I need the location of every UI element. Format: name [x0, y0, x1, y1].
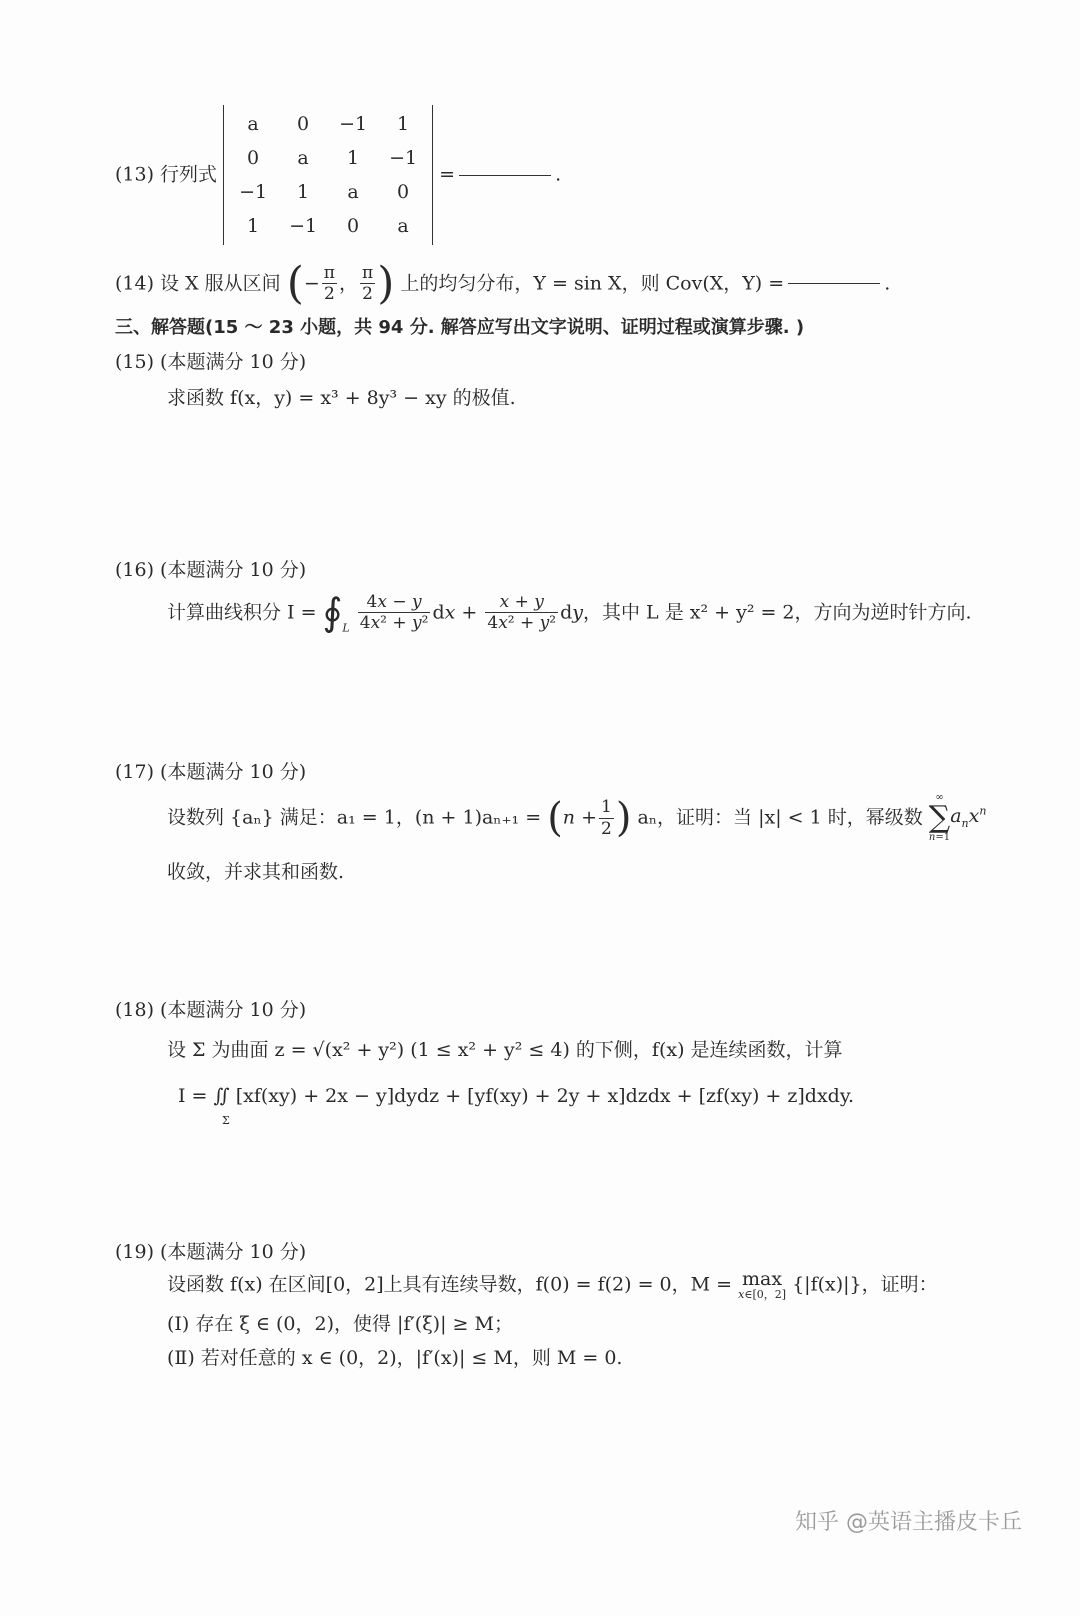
det-cell: −1	[389, 147, 418, 169]
det-cell: a	[247, 113, 259, 135]
det-cell: 1	[347, 147, 360, 169]
max-operator: max x∈[0，2]	[738, 1268, 787, 1301]
q16-header: (16) (本题满分 10 分)	[115, 559, 307, 581]
question-13: (13) 行列式 a 0 −1 1 0 a 1 −1 −1 1 a 0 1 −1 0 a = .	[115, 105, 561, 245]
q19-header: (19) (本题满分 10 分)	[115, 1241, 307, 1263]
fraction: $\frac{\pi}{2}$	[323, 262, 335, 305]
q18-header: (18) (本题满分 10 分)	[115, 999, 307, 1021]
q16-tail: ，其中 L 是 x² + y² = 2，方向为逆时针方向.	[583, 601, 972, 624]
answer-blank	[459, 175, 551, 176]
q15-header: (15) (本题满分 10 分)	[115, 351, 307, 373]
watermark-text: 知乎 @英语主播皮卡丘	[795, 1510, 1022, 1535]
q17-mid: aₙ，证明：当 |x| < 1 时，幂级数	[637, 806, 923, 829]
q19-part2: (Ⅱ) 若对任意的 x ∈ (0，2)，|f′(x)| ≤ M，则 M = 0.	[167, 1347, 623, 1369]
q19-part1: (Ⅰ) 存在 ξ ∈ (0，2)，使得 |f′(ξ)| ≥ M；	[167, 1313, 513, 1335]
answer-blank	[788, 283, 880, 284]
det-cell: −1	[339, 113, 368, 135]
q19-line1b: {|f(x)|}，证明：	[792, 1273, 938, 1296]
fraction: $\frac{4x - y}{\text{4x² + y²}}$	[359, 591, 429, 634]
q13-tail: .	[555, 163, 562, 186]
det-cell: 1	[297, 181, 310, 203]
det-cell: 0	[347, 215, 360, 237]
q15-body: 求函数 f(x，y) = x³ + 8y³ − xy 的极值.	[167, 387, 516, 409]
fraction: $\frac{\pi}{2}$	[362, 262, 374, 305]
q13-label: (13) 行列式	[115, 163, 218, 186]
determinant-matrix	[223, 105, 433, 245]
det-cell: a	[347, 181, 359, 203]
q18-line1: 设 Σ 为曲面 z = √(x² + y²) (1 ≤ x² + y² ≤ 4) 的下侧，f(x) 是连续函数，计算	[167, 1039, 843, 1061]
det-cell: a	[297, 147, 309, 169]
det-cell: 0	[297, 113, 310, 135]
q17-lead: 设数列 {aₙ} 满足：a₁ = 1，(n + 1)aₙ₊₁ =	[167, 806, 542, 829]
q17-body: 设数列 {aₙ} 满足：a₁ = 1，(n + 1)aₙ₊₁ = (n + $\frac{1}{2}$ ) aₙ，证明：当 |x| < 1 时，幂级数 ∞ ∑ $n=1a_nx^n$	[167, 792, 987, 843]
q19-line1a: 设函数 f(x) 在区间[0，2]上具有连续导数，f(0) = f(2) = 0，M =	[167, 1273, 733, 1296]
det-cell: 0	[397, 181, 410, 203]
det-cell: −1	[289, 215, 318, 237]
det-cell: 1	[247, 215, 260, 237]
q17-line2: 收敛，并求其和函数.	[167, 861, 345, 883]
fraction: $\frac{1}{2}$	[601, 797, 612, 839]
q19-line1	[167, 1270, 938, 1300]
q16-lead: 计算曲线积分 I =	[167, 601, 317, 624]
sigma-subscript: Σ	[222, 1114, 230, 1127]
det-cell: 0	[247, 147, 260, 169]
q14-tail: .	[884, 272, 891, 295]
det-cell: 1	[397, 113, 410, 135]
det-cell: −1	[239, 181, 268, 203]
q14-text-b: 上的均匀分布，Y = sin X，则 Cov(X，Y) =	[400, 272, 785, 295]
summation-operator: ∞ ∑ n=1	[928, 792, 951, 843]
q18-line2: I = ∬ [xf(xy) + 2x − y]dydz + [yf(xy) + 2y + x]dzdx + [zf(xy) + z]dxdy.	[178, 1085, 855, 1107]
det-cell: a	[397, 215, 409, 237]
fraction: $\frac{x + y}{\text{4x² + y²}}$	[487, 591, 557, 634]
question-14: (14) 设 X 服从区间 (− $\frac{\pi}{2}$ ， $\frac{\pi}{2}$ ) 上的均匀分布，Y = sin X，则 Cov(X，Y) = .	[115, 258, 891, 309]
q17-header: (17) (本题满分 10 分)	[115, 761, 307, 783]
section-heading: 三、解答题(15 ～ 23 小题，共 94 分. 解答应写出文字说明、证明过程或演算步骤. )	[115, 317, 805, 338]
q16-body: 计算曲线积分 $I = ∮_L$ $\frac{4x - y}{\text{4x² + y²}}$ dx + $\frac{x + y}{\text{4x² + y²}}$ dy，其中 L 是 x² + y² = 2，方向为逆时针方向.	[167, 590, 972, 635]
q14-text-a: (14) 设 X 服从区间	[115, 272, 281, 295]
